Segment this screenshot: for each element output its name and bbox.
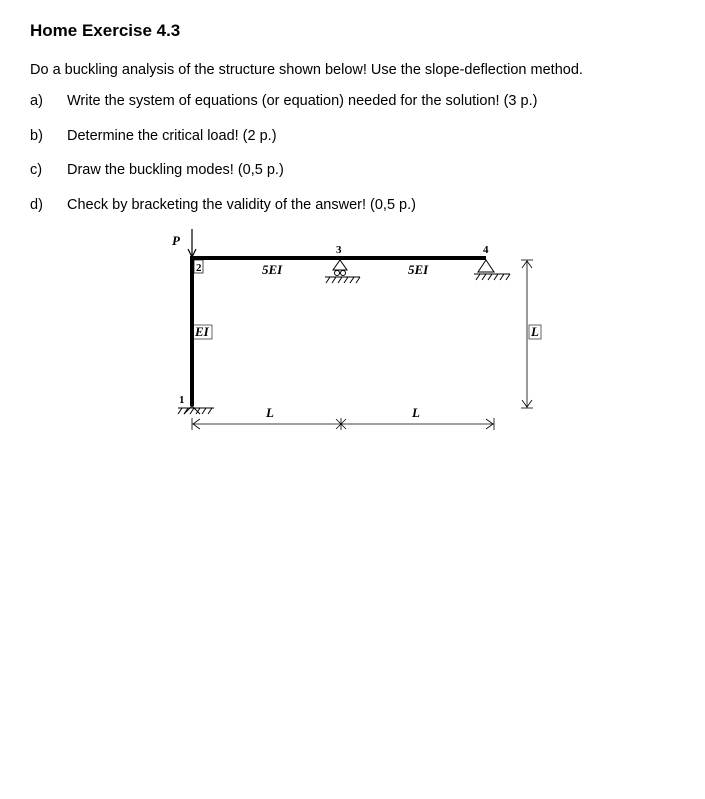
- support-node-4-icon: [474, 260, 510, 280]
- task-label: a): [30, 93, 43, 109]
- node-label-4: 4: [483, 244, 489, 256]
- beam-right-stiffness: 5EI: [408, 262, 429, 277]
- task-label: d): [30, 197, 43, 213]
- task-label: b): [30, 128, 43, 144]
- span-right-label: L: [412, 405, 420, 420]
- node-label-3: 3: [336, 244, 342, 256]
- task-text: Draw the buckling modes! (0,5 p.): [67, 162, 284, 178]
- task-label: c): [30, 162, 43, 178]
- load-label: P: [172, 233, 180, 248]
- node-label-2: 2: [196, 262, 202, 274]
- height-label: L: [531, 324, 539, 339]
- node-label-1: 1: [179, 394, 185, 406]
- support-node-3-icon: [325, 260, 360, 283]
- span-dimension-line: [192, 418, 494, 430]
- column-stiffness: EI: [195, 324, 209, 339]
- support-node-1-icon: [178, 406, 214, 414]
- task-text: Determine the critical load! (2 p.): [67, 128, 277, 144]
- task-text: Write the system of equations (or equation) needed for the solution! (3 p.): [67, 93, 538, 109]
- load-arrow: [188, 229, 196, 257]
- span-left-label: L: [266, 405, 274, 420]
- exercise-title: Home Exercise 4.3: [30, 21, 181, 40]
- beam-left-stiffness: 5EI: [262, 262, 283, 277]
- task-text: Check by bracketing the validity of the answer! (0,5 p.): [67, 197, 416, 213]
- exercise-intro: Do a buckling analysis of the structure shown below! Use the slope-deflection method.: [30, 62, 583, 78]
